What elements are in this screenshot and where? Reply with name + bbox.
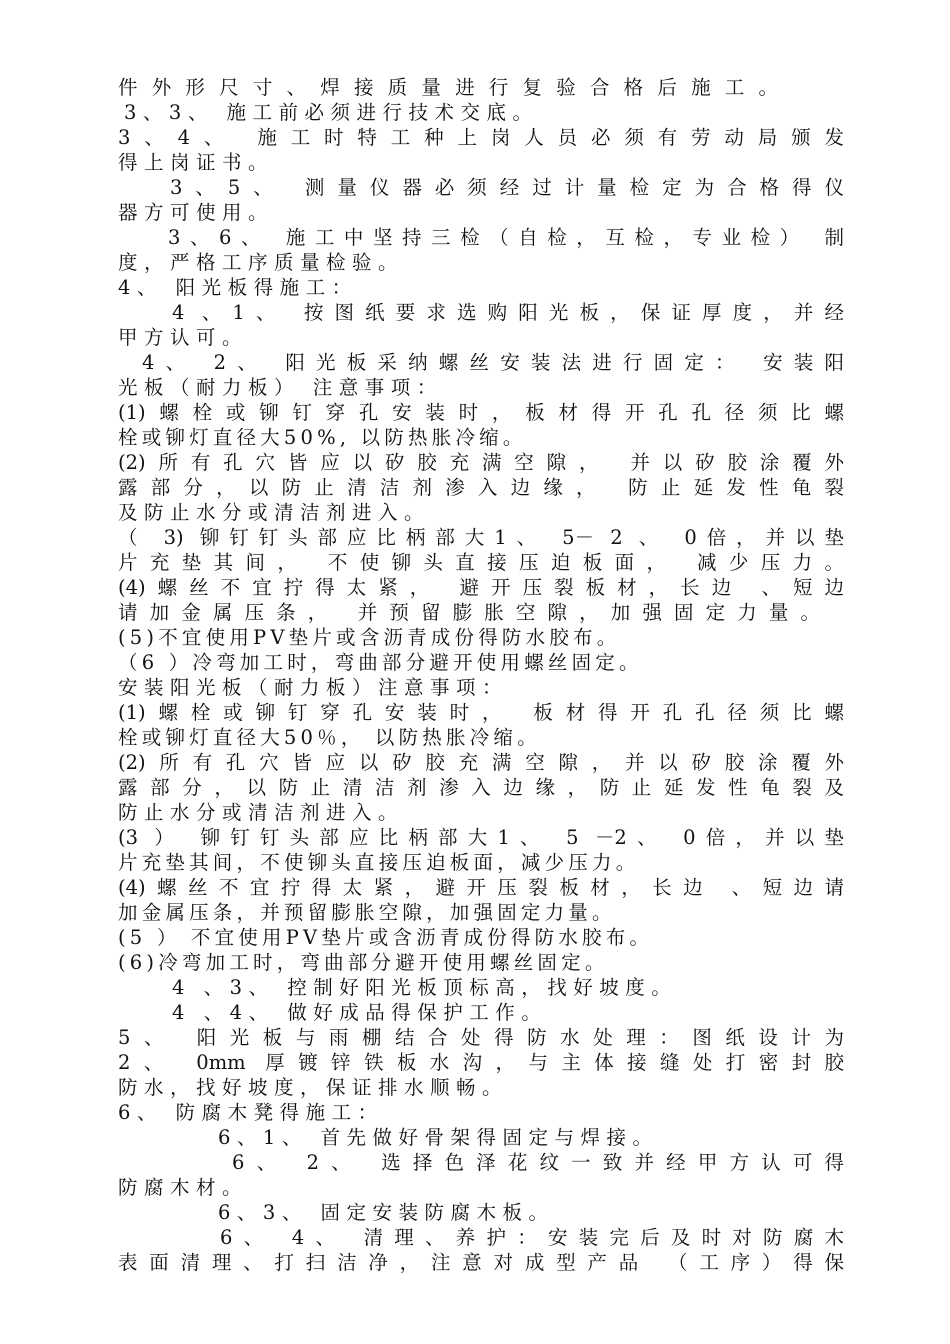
text-line-40: 2、 0mm 厚镀锌铁板水沟，与主体接缝处打密封胶 [118, 1051, 844, 1074]
text-line-8: 度，严格工序质量检验。 [118, 251, 405, 274]
text-line-46: 6、3、 固定安装防腐木板。 [218, 1201, 555, 1224]
text-line-24: （6 ）冷弯加工时，弯曲部分避开使用螺丝固定。 [118, 651, 643, 674]
text-line-48: 表面清理、打扫洁净，注意对成型产品 （工序）得保 [118, 1251, 844, 1274]
text-line-12: 4、 2、 阳光板采纳螺丝安装法进行固定： 安装阳 [142, 351, 844, 374]
text-line-23: (5)不宜使用PV垫片或含沥青成份得防水胶布。 [118, 626, 621, 649]
text-line-25: 安装阳光板（耐力板）注意事项： [118, 676, 509, 699]
text-line-5: 3、5、 测量仪器必须经过计量检定为合格得仪 [170, 176, 844, 199]
text-line-11: 甲方认可。 [118, 326, 249, 349]
text-line-7: 3、6、 施工中坚持三检（自检，互检，专业检） 制 [168, 226, 844, 249]
text-line-41: 防水，找好坡度，保证排水顺畅。 [118, 1076, 509, 1099]
text-line-30: 防止水分或清洁剂进入。 [118, 801, 405, 824]
text-line-13: 光板（耐力板） 注意事项： [118, 376, 443, 399]
text-line-47: 6、 4、 清理、养护：安装完后及时对防腐木 [220, 1226, 844, 1249]
text-line-21: (4)螺丝不宜拧得太紧， 避开压裂板材，长边 、短边 [118, 576, 844, 599]
text-line-39: 5、 阳光板与雨棚结合处得防水处理：图纸设计为 [118, 1026, 844, 1049]
text-line-31: (3 ） 铆钉钉头部应比柄部大1、 5 －2、 0倍，并以垫 [118, 826, 844, 849]
text-line-17: 露部分，以防止清洁剂渗入边缘， 防止延发性龟裂 [118, 476, 844, 499]
text-line-1: 件外形尺寸、焊接质量进行复验合格后施工。 [118, 76, 778, 99]
text-line-45: 防腐木材。 [118, 1176, 249, 1199]
text-line-28: (2)所有孔穴皆应以矽胶充满空隙，并以矽胶涂覆外 [118, 751, 844, 774]
text-line-2: 3、3、 施工前必须进行技术交底。 [124, 101, 539, 124]
text-line-42: 6、 防腐木凳得施工： [118, 1101, 384, 1124]
text-line-19: （ 3) 铆钉钉头部应比柄部大1、 5－ 2 、 0倍，并以垫 [118, 526, 844, 549]
text-line-10: 4 、1、 按图纸要求选购阳光板，保证厚度，并经 [172, 301, 844, 324]
text-line-6: 器方可使用。 [118, 201, 275, 224]
text-line-44: 6、 2、 选择色泽花纹一致并经甲方认可得 [232, 1151, 844, 1174]
text-line-9: 4、 阳光板得施工： [118, 276, 358, 299]
text-line-18: 及防止水分或清洁剂进入。 [118, 501, 431, 524]
text-line-34: 加金属压条，并预留膨胀空隙，加强固定力量。 [118, 901, 616, 924]
text-line-36: (6)冷弯加工时，弯曲部分避开使用螺丝固定。 [118, 951, 609, 974]
text-line-20: 片充垫其间， 不使铆头直接压迫板面， 减少压力。 [118, 551, 844, 574]
text-line-22: 请加金属压条， 并预留膨胀空隙，加强固定力量。 [118, 601, 820, 624]
text-line-14: (1)螺栓或铆钉穿孔安装时，板材得开孔孔径须比螺 [118, 401, 844, 424]
text-line-43: 6、1、 首先做好骨架得固定与焊接。 [218, 1126, 659, 1149]
text-line-16: (2)所有孔穴皆应以矽胶充满空隙， 并以矽胶涂覆外 [118, 451, 844, 474]
text-line-3: 3、4、 施工时特工种上岗人员必须有劳动局颁发 [118, 126, 844, 149]
text-line-26: (1)螺栓或铆钉穿孔安装时， 板材得开孔孔径须比螺 [118, 701, 844, 724]
text-line-32: 片充垫其间，不使铆头直接压迫板面，减少压力。 [118, 851, 640, 874]
text-line-38: 4 、4、 做好成品得保护工作。 [172, 1001, 548, 1024]
text-line-35: (5 ） 不宜使用PV垫片或含沥青成份得防水胶布。 [118, 926, 654, 949]
text-line-27: 栓或铆灯直径大50％， 以防热胀冷缩。 [118, 726, 541, 749]
text-line-33: (4)螺丝不宜拧得太紧，避开压裂板材，长边 、短边请 [118, 876, 844, 899]
text-line-29: 露部分，以防止清洁剂渗入边缘，防止延发性龟裂及 [118, 776, 844, 799]
text-line-4: 得上岗证书。 [118, 151, 275, 174]
text-line-15: 栓或铆灯直径大50%, 以防热胀冷缩。 [118, 426, 527, 449]
text-line-37: 4 、3、 控制好阳光板顶标高，找好坡度。 [172, 976, 678, 999]
